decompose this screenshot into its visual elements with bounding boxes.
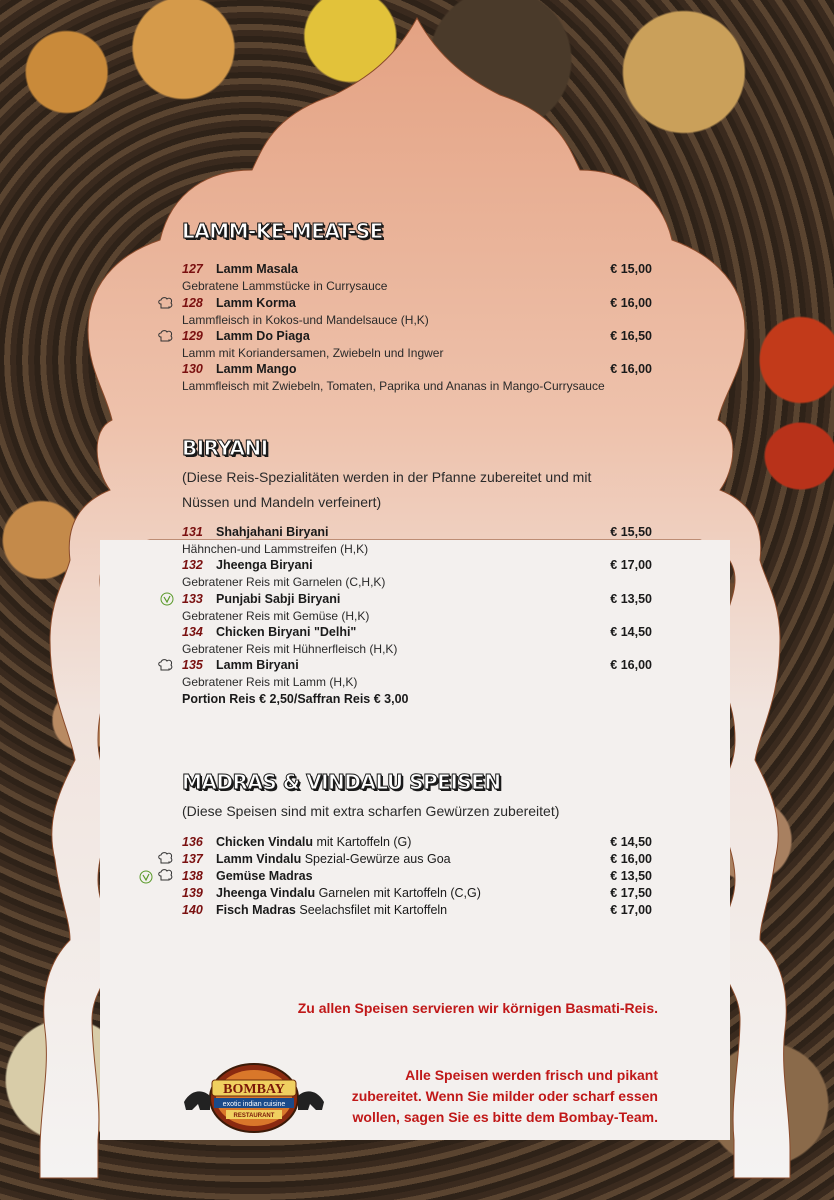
item-name: Punjabi Sabji Biryani	[216, 592, 341, 606]
item-number: 132	[182, 558, 203, 572]
item-number: 136	[182, 835, 203, 849]
logo-tagline: exotic indian cuisine	[222, 1101, 286, 1108]
portion-rice-note: Portion Reis € 2,50/Saffran Reis € 3,00	[182, 692, 409, 706]
menu-item-139	[182, 886, 652, 903]
item-description: Hähnchen-und Lammstreifen (H,K)	[182, 542, 369, 556]
section-title-lamm: LAMM-KE-MEAT-SE	[182, 219, 383, 243]
item-name: Chicken Vindalu	[216, 835, 314, 849]
vegetarian-icon	[139, 870, 153, 884]
item-price: € 15,00	[610, 262, 652, 276]
item-description: Gebratener Reis mit Hühnerfleisch (H,K)	[182, 642, 398, 656]
section-intro-madras: (Diese Speisen sind mit extra scharfen Gewürzen zubereitet)	[182, 803, 560, 819]
item-price: € 17,00	[610, 558, 652, 572]
item-name: Jheenga Biryani	[216, 558, 313, 572]
item-description: Lammfleisch in Kokos-und Mandelsauce (H,K)	[182, 313, 429, 327]
menu-item-127	[182, 262, 652, 295]
item-number: 127	[182, 262, 203, 276]
item-description: Garnelen mit Kartoffeln (C,G)	[315, 886, 481, 900]
item-description: Gebratener Reis mit Lamm (H,K)	[182, 675, 358, 689]
item-number: 128	[182, 296, 203, 310]
item-name: Fisch Madras	[216, 903, 296, 917]
chef-hat-icon	[157, 330, 175, 344]
menu-item-131	[182, 525, 652, 558]
item-number: 129	[182, 329, 203, 343]
menu-item-129	[182, 329, 652, 362]
chef-hat-icon	[157, 659, 175, 673]
item-price: € 17,00	[610, 903, 652, 917]
section-title-biryani: BIRYANI	[182, 436, 268, 460]
menu-item-130	[182, 362, 652, 395]
item-price: € 16,50	[610, 329, 652, 343]
item-description: Spezial-Gewürze aus Goa	[301, 852, 451, 866]
item-name: Lamm Do Piaga	[216, 329, 310, 343]
item-number: 130	[182, 362, 203, 376]
menu-item-140	[182, 903, 652, 920]
menu-item-135	[182, 658, 652, 691]
item-description: Lamm mit Koriandersamen, Zwiebeln und Ingwer	[182, 346, 444, 360]
item-number: 135	[182, 658, 203, 672]
item-number: 137	[182, 852, 203, 866]
menu-item-138	[182, 869, 652, 886]
item-description: Gebratener Reis mit Garnelen (C,H,K)	[182, 575, 386, 589]
menu-item-137	[182, 852, 652, 869]
item-name: Lamm Biryani	[216, 658, 299, 672]
item-name: Gemüse Madras	[216, 869, 313, 883]
item-number: 131	[182, 525, 203, 539]
item-description: Gebratene Lammstücke in Currysauce	[182, 279, 388, 293]
item-price: € 14,50	[610, 835, 652, 849]
freshness-note: Alle Speisen werden frisch und pikant zubereitet. Wenn Sie milder oder scharf essen wollen, sagen Sie es bitte dem Bombay-Team.	[351, 1067, 658, 1125]
item-description: Lammfleisch mit Zwiebeln, Tomaten, Paprika und Ananas in Mango-Currysauce	[182, 379, 605, 393]
item-number: 133	[182, 592, 203, 606]
chef-hat-icon	[157, 869, 175, 883]
item-price: € 16,00	[610, 852, 652, 866]
item-price: € 13,50	[610, 592, 652, 606]
item-price: € 16,00	[610, 658, 652, 672]
item-price: € 16,00	[610, 296, 652, 310]
item-description: Seelachsfilet mit Kartoffeln	[295, 903, 448, 917]
item-number: 138	[182, 869, 203, 883]
item-number: 140	[182, 903, 203, 917]
chef-hat-icon	[157, 297, 175, 311]
item-number: 134	[182, 625, 203, 639]
item-name: Chicken Biryani "Delhi"	[216, 625, 357, 639]
item-description: mit Kartoffeln (G)	[313, 835, 412, 849]
item-name: Lamm Masala	[216, 262, 298, 276]
item-price: € 13,50	[610, 869, 652, 883]
logo-sub: RESTAURANT	[233, 1113, 275, 1119]
item-name: Lamm Vindalu	[216, 852, 302, 866]
rice-note: Zu allen Speisen servieren wir körnigen Basmati-Reis.	[297, 1000, 658, 1016]
menu-item-136	[182, 835, 652, 852]
bombay-logo	[182, 1058, 326, 1138]
vegetarian-icon	[160, 592, 174, 606]
item-number: 139	[182, 886, 203, 900]
item-name: Lamm Korma	[216, 296, 296, 310]
item-name: Shahjahani Biryani	[216, 525, 329, 539]
item-description: Gebratener Reis mit Gemüse (H,K)	[182, 609, 370, 623]
logo-brand: BOMBAY	[223, 1082, 285, 1097]
item-price: € 15,50	[610, 525, 652, 539]
item-price: € 16,00	[610, 362, 652, 376]
menu-item-134	[182, 625, 652, 658]
item-name: Lamm Mango	[216, 362, 297, 376]
section-title-madras: MADRAS & VINDALU SPEISEN	[182, 770, 501, 794]
menu-item-132	[182, 558, 652, 591]
item-name: Jheenga Vindalu	[216, 886, 316, 900]
item-price: € 14,50	[610, 625, 652, 639]
chef-hat-icon	[157, 852, 175, 866]
menu-item-128	[182, 296, 652, 329]
section-intro-biryani: (Diese Reis-Spezialitäten werden in der Pfanne zubereitet und mit Nüssen und Mandeln verfeinert)	[182, 469, 592, 510]
menu-item-133	[182, 592, 652, 625]
item-price: € 17,50	[610, 886, 652, 900]
